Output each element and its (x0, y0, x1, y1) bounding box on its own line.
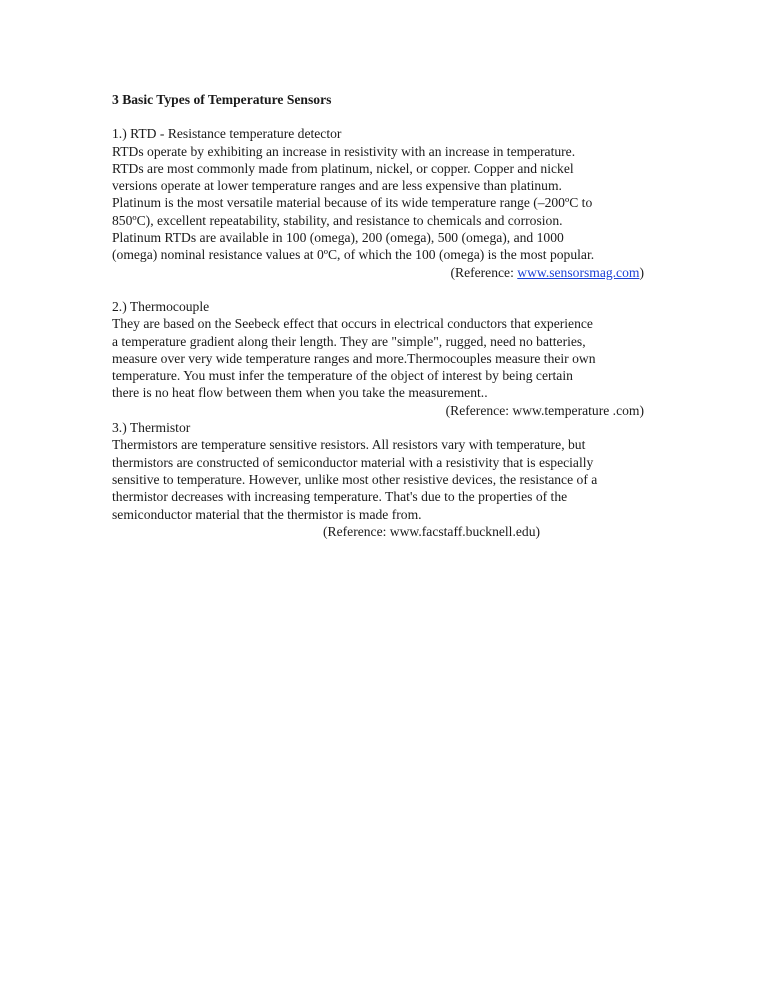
body-line: a temperature gradient along their length. They are "simple", rugged, need no batteries, (112, 333, 586, 349)
body-line: RTDs are most commonly made from platinum, nickel, or copper. Copper and nickel (112, 160, 574, 176)
reference-link-sensorsmag[interactable]: www.sensorsmag.com (517, 264, 640, 280)
body-line: thermistors are constructed of semiconductor material with a resistivity that is especially (112, 454, 594, 470)
body-line: RTDs operate by exhibiting an increase in resistivity with an increase in temperature. (112, 143, 576, 159)
body-line: (omega) nominal resistance values at 0ºC, of which the 100 (omega) is the most popular. (112, 247, 595, 263)
document-title: 3 Basic Types of Temperature Sensors (112, 92, 332, 107)
paragraph-gap (112, 281, 664, 298)
reference-rtd (112, 264, 664, 281)
reference-thermistor: (Reference: www.facstaff.bucknell.edu) (323, 523, 541, 539)
reference-suffix: ) (639, 264, 644, 280)
body-line: versions operate at lower temperature ranges and are less expensive than platinum. (112, 178, 562, 194)
body-line: thermistor decreases with increasing temperature. That's due to the properties of the (112, 489, 568, 505)
section-thermocouple (112, 298, 664, 419)
document-content (112, 91, 664, 540)
body-line: temperature. You must infer the temperature of the object of interest by being certain (112, 368, 573, 384)
body-line: measure over very wide temperature ranges and more.Thermocouples measure their own (112, 350, 596, 366)
body-line: semiconductor material that the thermistor is made from. (112, 506, 422, 522)
body-line: sensitive to temperature. However, unlike most other resistive devices, the resistance of a (112, 471, 598, 487)
body-line: 850ºC), excellent repeatability, stability, and resistance to chemicals and corrosion. (112, 212, 563, 228)
section-heading: 2.) Thermocouple (112, 298, 210, 314)
section-heading: 3.) Thermistor (112, 420, 191, 436)
section-heading: 1.) RTD - Resistance temperature detector (112, 126, 342, 142)
reference-prefix: (Reference: (450, 264, 518, 280)
body-line: there is no heat flow between them when you take the measurement.. (112, 385, 488, 401)
body-line: Platinum RTDs are available in 100 (omega), 200 (omega), 500 (omega), and 1000 (112, 230, 564, 246)
section-thermistor (112, 419, 664, 540)
body-line: They are based on the Seebeck effect that occurs in electrical conductors that experience (112, 316, 593, 332)
reference-thermocouple: (Reference: www.temperature .com) (445, 402, 644, 418)
body-line: Platinum is the most versatile material because of its wide temperature range (–200ºC to (112, 195, 593, 211)
body-line: Thermistors are temperature sensitive resistors. All resistors vary with temperature, but (112, 437, 586, 453)
section-rtd (112, 125, 664, 281)
